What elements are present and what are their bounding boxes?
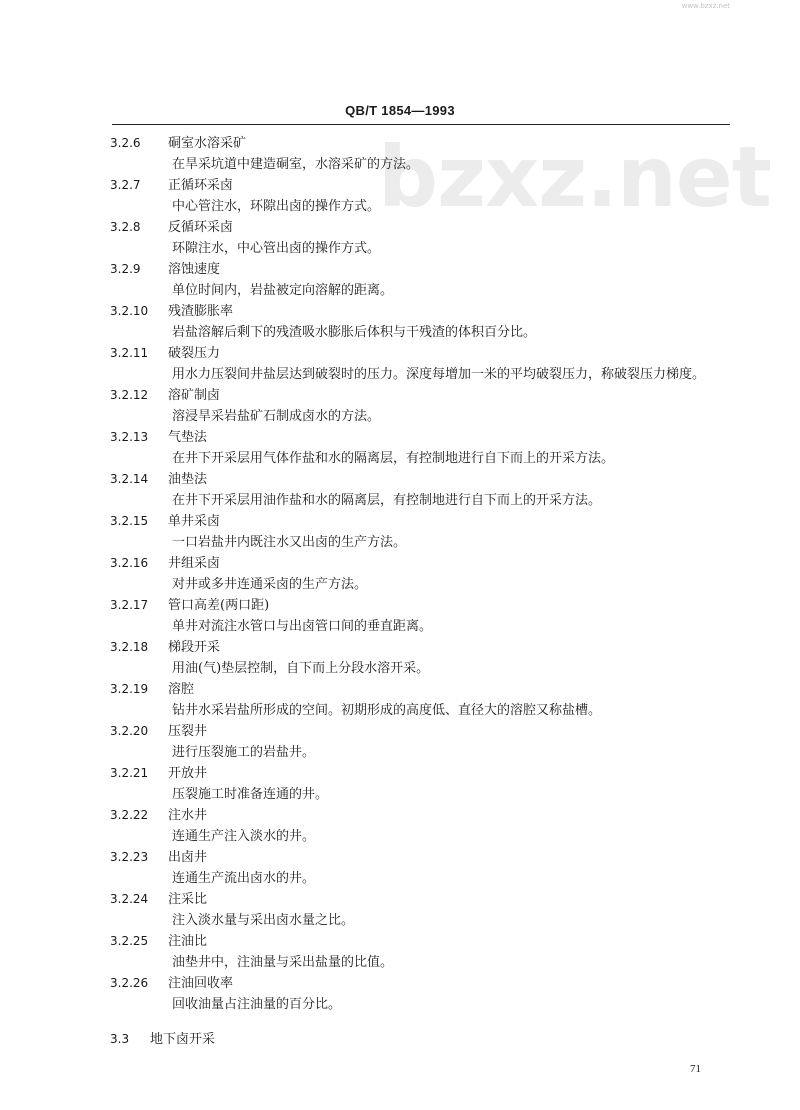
section-title: 地下卤开采 <box>150 1032 216 1047</box>
term-list <box>110 133 750 1015</box>
term-name: 残渣膨胀率 <box>168 304 234 319</box>
term-entry <box>110 133 750 175</box>
term-number: 3.2.24 <box>110 892 149 906</box>
term-name: 压裂井 <box>168 724 208 739</box>
term-number: 3.2.20 <box>110 724 149 738</box>
term-heading <box>110 175 750 196</box>
term-number: 3.2.17 <box>110 598 149 612</box>
term-heading <box>110 595 750 616</box>
term-heading <box>110 511 750 532</box>
section-number: 3.3 <box>110 1032 130 1046</box>
term-number: 3.2.25 <box>110 934 149 948</box>
term-name: 正循环采卤 <box>168 178 234 193</box>
term-definition: 岩盐溶解后剩下的残渣吸水膨胀后体积与干残渣的体积百分比。 <box>172 325 537 340</box>
term-definition: 回收油量占注油量的百分比。 <box>172 997 342 1012</box>
term-name: 注水井 <box>168 808 208 823</box>
term-name: 管口高差(两口距) <box>168 598 270 613</box>
term-name: 注采比 <box>168 892 208 907</box>
term-number: 3.2.26 <box>110 976 149 990</box>
term-entry <box>110 511 750 553</box>
term-heading <box>110 469 750 490</box>
term-entry <box>110 259 750 301</box>
term-name: 气垫法 <box>168 430 208 445</box>
term-number: 3.2.9 <box>110 262 141 276</box>
term-definition: 进行压裂施工的岩盐井。 <box>172 745 316 760</box>
term-entry <box>110 637 750 679</box>
term-heading <box>110 721 750 742</box>
term-number: 3.2.15 <box>110 514 149 528</box>
term-name: 开放井 <box>168 766 208 781</box>
term-heading <box>110 931 750 952</box>
term-name: 井组采卤 <box>168 556 221 571</box>
term-heading <box>110 763 750 784</box>
term-number: 3.2.7 <box>110 178 141 192</box>
term-definition: 在井下开采层用气体作盐和水的隔离层，有控制地进行自下而上的开采方法。 <box>172 451 615 466</box>
term-heading <box>110 427 750 448</box>
page-number: 71 <box>690 1063 701 1075</box>
term-entry <box>110 889 750 931</box>
watermark: bzxz.net <box>378 128 771 226</box>
term-definition: 油垫井中，注油量与采出盐量的比值。 <box>172 955 394 970</box>
term-definition: 钻井水采岩盐所形成的空间。初期形成的高度低、直径大的溶腔又称盐槽。 <box>172 703 602 718</box>
term-number: 3.2.13 <box>110 430 149 444</box>
term-number: 3.2.10 <box>110 304 149 318</box>
term-entry <box>110 721 750 763</box>
term-number: 3.2.22 <box>110 808 149 822</box>
term-name: 反循环采卤 <box>168 220 234 235</box>
term-definition: 环隙注水，中心管出卤的操作方式。 <box>172 241 381 256</box>
term-definition: 用油(气)垫层控制，自下而上分段水溶开采。 <box>172 661 430 676</box>
term-name: 梯段开采 <box>168 640 221 655</box>
term-definition: 在井下开采层用油作盐和水的隔离层，有控制地进行自下而上的开采方法。 <box>172 493 602 508</box>
term-heading <box>110 385 750 406</box>
term-entry <box>110 931 750 973</box>
term-number: 3.2.12 <box>110 388 149 402</box>
term-definition: 用水力压裂间井盐层达到破裂时的压力。深度每增加一米的平均破裂压力，称破裂压力梯度。 <box>172 367 706 382</box>
term-entry <box>110 553 750 595</box>
term-definition: 在旱采坑道中建造硐室，水溶采矿的方法。 <box>172 157 420 172</box>
term-name: 油垫法 <box>168 472 208 487</box>
term-definition: 压裂施工时准备连通的井。 <box>172 787 329 802</box>
term-entry <box>110 427 750 469</box>
term-name: 破裂压力 <box>168 346 221 361</box>
term-number: 3.2.21 <box>110 766 149 780</box>
term-definition: 中心管注水，环隙出卤的操作方式。 <box>172 199 381 214</box>
term-heading <box>110 301 750 322</box>
term-name: 溶腔 <box>168 682 195 697</box>
term-heading <box>110 637 750 658</box>
term-entry <box>110 175 750 217</box>
term-entry <box>110 805 750 847</box>
term-name: 溶矿制卤 <box>168 388 221 403</box>
term-number: 3.2.23 <box>110 850 149 864</box>
term-heading <box>110 217 750 238</box>
header-rule <box>112 124 730 125</box>
term-heading <box>110 553 750 574</box>
term-definition: 连通生产流出卤水的井。 <box>172 871 316 886</box>
term-number: 3.2.6 <box>110 136 141 150</box>
term-number: 3.2.19 <box>110 682 149 696</box>
term-definition: 注入淡水量与采出卤水量之比。 <box>172 913 355 928</box>
term-name: 注油比 <box>168 934 208 949</box>
term-number: 3.2.11 <box>110 346 149 360</box>
term-entry <box>110 343 750 385</box>
term-entry <box>110 763 750 805</box>
term-name: 注油回收率 <box>168 976 234 991</box>
term-heading <box>110 133 750 154</box>
term-definition: 一口岩盐井内既注水又出卤的生产方法。 <box>172 535 407 550</box>
page-header: QB/T 1854—1993 <box>345 103 455 118</box>
term-heading <box>110 973 750 994</box>
section-heading <box>110 1029 215 1050</box>
term-entry <box>110 469 750 511</box>
term-heading <box>110 259 750 280</box>
term-number: 3.2.8 <box>110 220 141 234</box>
term-definition: 单井对流注水管口与出卤管口间的垂直距离。 <box>172 619 433 634</box>
term-entry <box>110 301 750 343</box>
term-number: 3.2.16 <box>110 556 149 570</box>
term-heading <box>110 343 750 364</box>
term-definition: 连通生产注入淡水的井。 <box>172 829 316 844</box>
term-definition: 溶浸旱采岩盐矿石制成卤水的方法。 <box>172 409 381 424</box>
term-heading <box>110 805 750 826</box>
term-number: 3.2.14 <box>110 472 149 486</box>
term-entry <box>110 973 750 1015</box>
term-name: 硐室水溶采矿 <box>168 136 247 151</box>
term-name: 出卤井 <box>168 850 208 865</box>
term-definition: 对井或多井连通采卤的生产方法。 <box>172 577 368 592</box>
term-entry <box>110 217 750 259</box>
term-entry <box>110 847 750 889</box>
term-heading <box>110 847 750 868</box>
term-name: 单井采卤 <box>168 514 221 529</box>
source-tag: www.bzxz.net <box>681 2 730 10</box>
term-heading <box>110 889 750 910</box>
term-entry <box>110 385 750 427</box>
term-definition: 单位时间内，岩盐被定向溶解的距离。 <box>172 283 394 298</box>
term-number: 3.2.18 <box>110 640 149 654</box>
term-entry <box>110 679 750 721</box>
term-heading <box>110 679 750 700</box>
term-name: 溶蚀速度 <box>168 262 221 277</box>
term-entry <box>110 595 750 637</box>
